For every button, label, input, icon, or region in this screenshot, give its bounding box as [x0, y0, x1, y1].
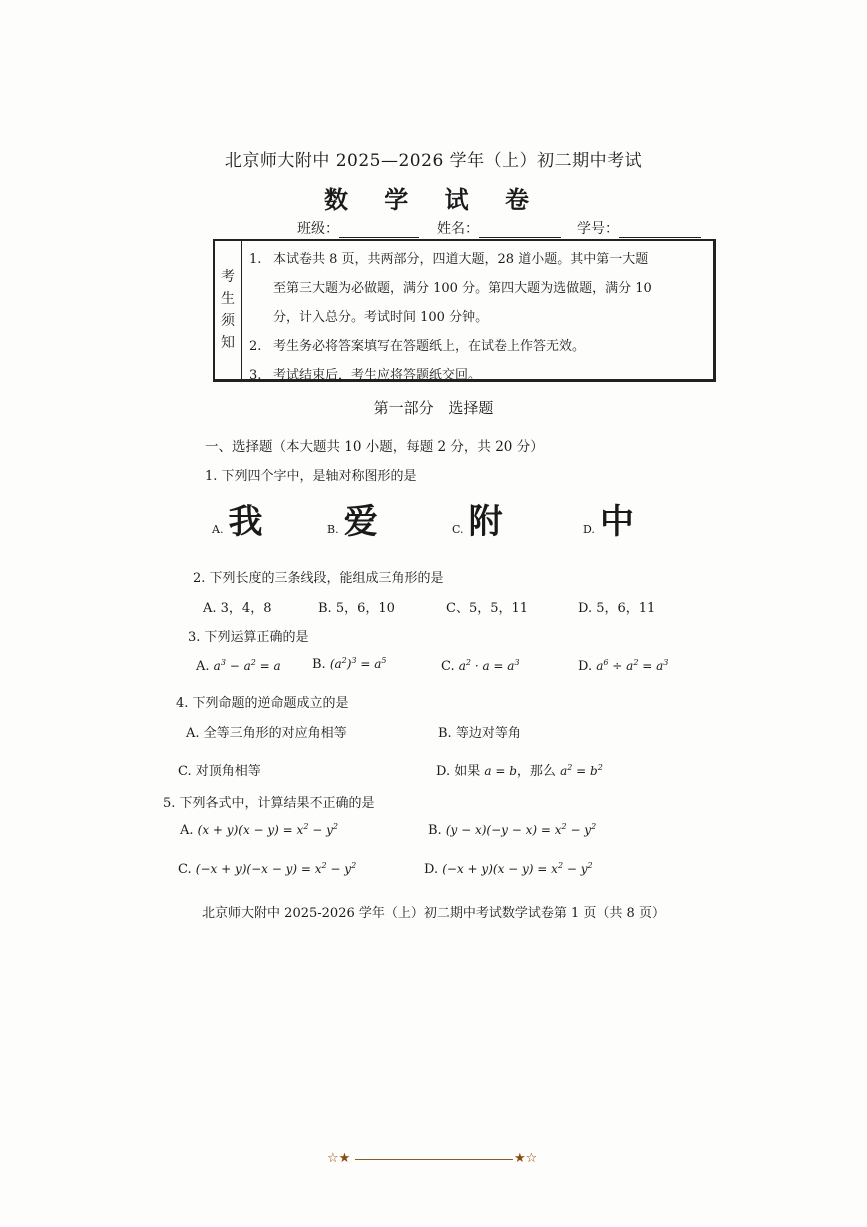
section-title: 第一部分 选择题	[373, 399, 494, 417]
question-5-text: 5. 下列各式中，计算结果不正确的是	[163, 796, 375, 811]
name-blank	[479, 223, 561, 238]
q3-option-b: B. $(a^2)^3 = a^5$	[312, 656, 387, 672]
decorative-stars-right: ★☆	[514, 1151, 538, 1166]
exam-notice-box	[213, 239, 716, 382]
notice-item: 1. 本试卷共 8 页，共两部分，四道大题，28 道小题。其中第一大题 至第三大题为必做题，满分 100 分。第四大题为选做题，满分 10 分，计入总分。考试时间 100 分钟。	[249, 252, 652, 325]
q1-option-b: B. 爱	[327, 502, 378, 542]
q4-option-d: D. 如果 a = b，那么 $a^2 = b^2$	[436, 763, 603, 779]
q3-option-a: A. $a^3 - a^2 = a$	[196, 658, 281, 674]
q3-b-expression: $(a^2)^3 = a^5$	[329, 656, 387, 671]
q4-option-a: A. 全等三角形的对应角相等	[186, 726, 347, 741]
q3-a-expression: $a^3 - a^2 = a$	[213, 658, 281, 673]
question-1-text: 1. 下列四个字中，是轴对称图形的是	[205, 469, 417, 484]
q2-option-d: D. 5，6，11	[578, 601, 656, 616]
q1-option-a: A. 我	[212, 502, 263, 542]
notice-item: 3. 考试结束后，考生应将答题纸交回。	[249, 368, 482, 383]
notice-body	[249, 245, 707, 390]
decorative-divider	[355, 1159, 513, 1160]
q3-option-c: C. $a^2 \cdot a = a^3$	[441, 658, 520, 674]
class-label: 班级：	[297, 221, 339, 237]
student-id-label: 学号：	[577, 221, 619, 237]
q1-option-c: C. 附	[452, 502, 503, 542]
name-field	[437, 218, 561, 238]
q1-option-d: D. 中	[583, 502, 635, 542]
q2-option-b: B. 5，6，10	[318, 601, 395, 616]
q3-c-expression: $a^2 \cdot a = a^3$	[458, 658, 520, 673]
question-3-text: 3. 下列运算正确的是	[188, 630, 309, 645]
question-4-text: 4. 下列命题的逆命题成立的是	[176, 696, 349, 711]
exam-paper-title: 数 学 试 卷	[323, 185, 544, 214]
class-blank	[339, 223, 419, 238]
question-2-text: 2. 下列长度的三条线段，能组成三角形的是	[193, 571, 444, 586]
notice-heading: 考 生 须 知	[215, 241, 242, 379]
q5-option-c: C. $(-x + y)(-x - y) = x^2 - y^2$	[178, 861, 357, 877]
part1-heading: 一、选择题（本大题共 10 小题，每题 2 分，共 20 分）	[205, 439, 544, 455]
name-label: 姓名：	[437, 221, 479, 237]
student-id-blank	[619, 223, 701, 238]
student-id-field	[577, 218, 701, 238]
q3-option-d: D. $a^6 \div a^2 = a^3$	[578, 658, 669, 674]
q4-option-c: C. 对顶角相等	[178, 764, 261, 779]
q5-option-a: A. $(x + y)(x - y) = x^2 - y^2$	[180, 822, 338, 838]
notice-item: 2. 考生务必将答案填写在答题纸上，在试卷上作答无效。	[249, 339, 586, 354]
decorative-stars-left: ☆★	[327, 1151, 351, 1166]
exam-school-title: 北京师大附中 2025—2026 学年（上）初二期中考试	[224, 151, 643, 171]
q3-d-expression: $a^6 \div a^2 = a^3$	[596, 658, 669, 673]
q5-option-b: B. $(y - x)(-y - x) = x^2 - y^2$	[428, 822, 597, 838]
class-field	[297, 218, 419, 238]
page-footer: 北京师大附中 2025-2026 学年（上）初二期中考试数学试卷第 1 页（共 8 页）	[202, 906, 665, 921]
q5-option-d: D. $(-x + y)(x - y) = x^2 - y^2$	[424, 861, 593, 877]
q4-option-b: B. 等边对等角	[438, 726, 521, 741]
q2-option-a: A. 3，4，8	[203, 601, 272, 616]
q2-option-c: C、5，5，11	[446, 601, 529, 616]
